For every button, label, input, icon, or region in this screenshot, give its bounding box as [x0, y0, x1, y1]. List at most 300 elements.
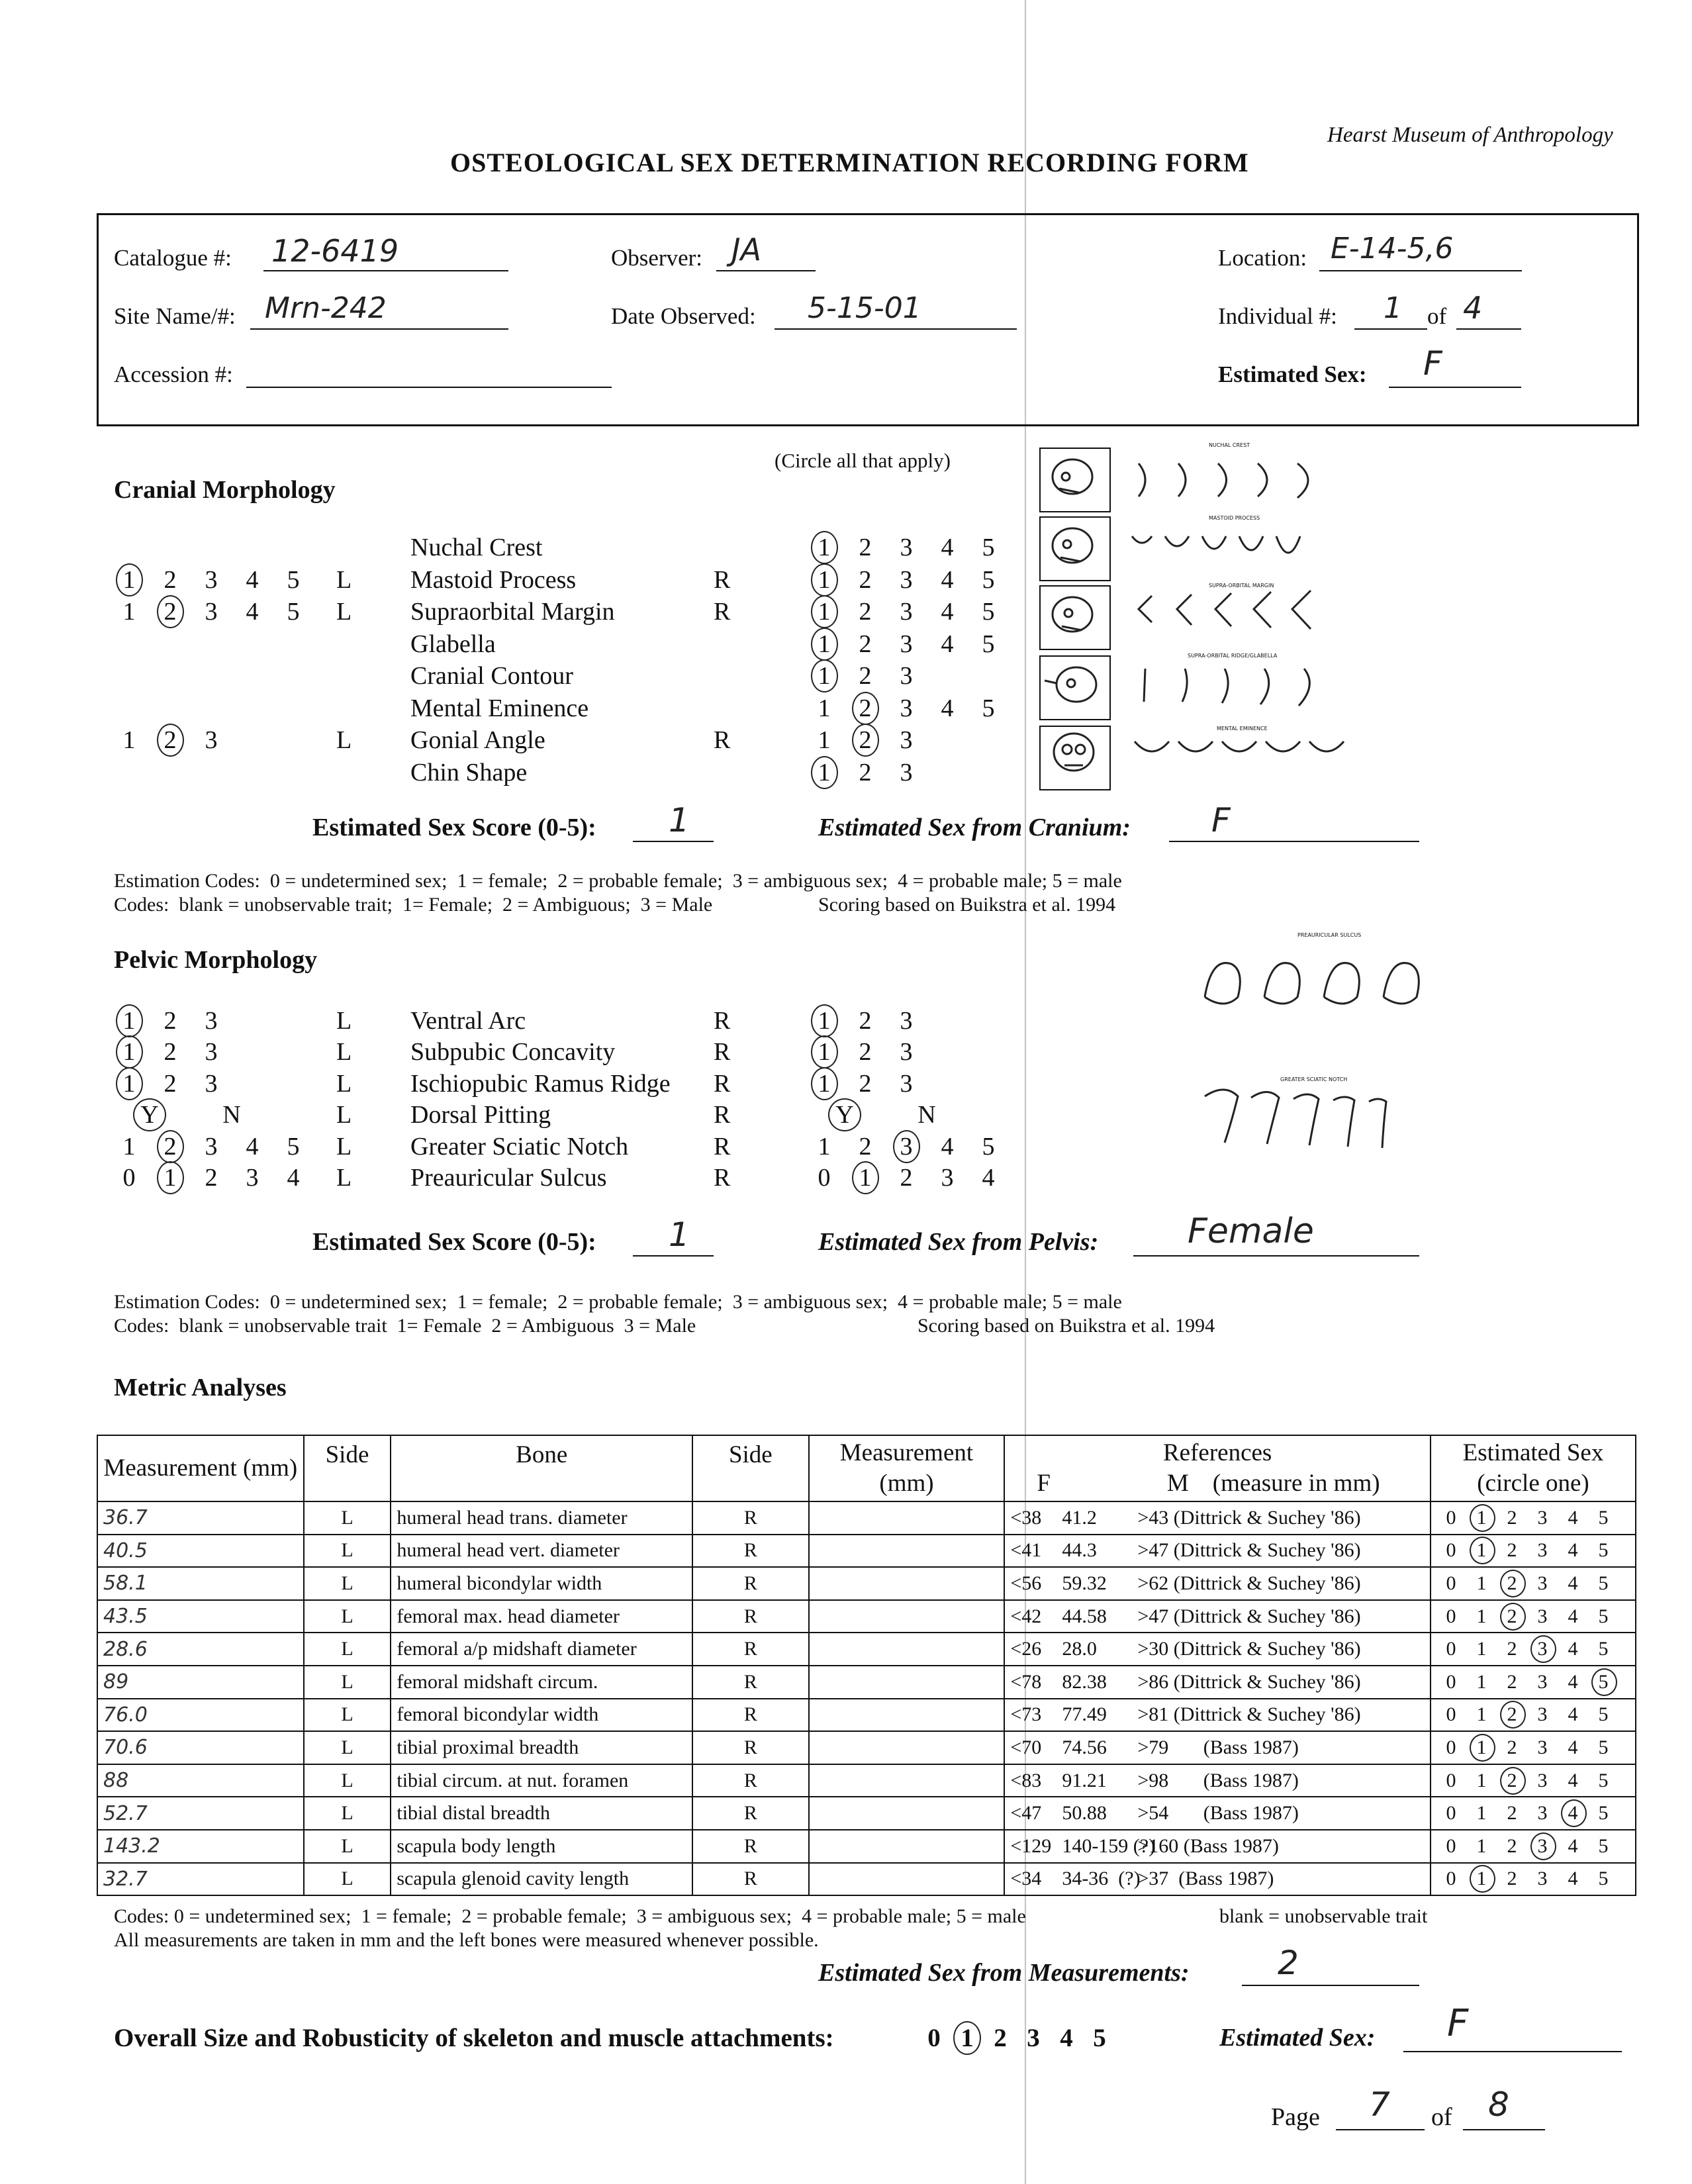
score-option[interactable]: [927, 694, 968, 723]
score-option[interactable]: [150, 1037, 191, 1067]
score-option[interactable]: [968, 694, 1009, 723]
score-option[interactable]: [886, 597, 927, 626]
score-option[interactable]: [1467, 1507, 1497, 1529]
date-field[interactable]: [775, 328, 1017, 330]
score-option[interactable]: [886, 726, 927, 755]
score-option[interactable]: [1497, 1703, 1528, 1726]
score-option[interactable]: [951, 2023, 984, 2053]
estimated-sex-options[interactable]: [1431, 1666, 1636, 1699]
score-option[interactable]: [1528, 1703, 1558, 1726]
score-option[interactable]: [968, 565, 1009, 594]
score-scale[interactable]: [109, 1069, 232, 1098]
score-option[interactable]: [1528, 1507, 1558, 1529]
score-option[interactable]: [804, 1069, 845, 1098]
score-value: 3: [900, 534, 913, 561]
score-option[interactable]: [109, 1163, 150, 1192]
measurement-right-value[interactable]: [809, 1567, 1005, 1600]
fig-label-preauricular: PREAURICULAR SULCUS: [1297, 932, 1362, 938]
score-option[interactable]: [1589, 1507, 1619, 1529]
score-option[interactable]: [150, 565, 191, 594]
score-option[interactable]: [1589, 1638, 1619, 1660]
score-option[interactable]: [1558, 1507, 1589, 1529]
score-option[interactable]: [886, 1069, 927, 1098]
score-scale[interactable]: [109, 1006, 232, 1035]
estimated-sex-options[interactable]: [1431, 1731, 1636, 1764]
score-scale[interactable]: [1436, 1868, 1619, 1889]
score-scale[interactable]: [804, 533, 1009, 562]
score-scale[interactable]: [804, 1100, 968, 1129]
score-option[interactable]: [109, 1132, 150, 1161]
pelvic-from-field[interactable]: [1133, 1255, 1419, 1257]
score-option[interactable]: [1497, 1835, 1528, 1858]
side-left: L: [304, 1797, 391, 1830]
score-option[interactable]: [150, 597, 191, 626]
score-option[interactable]: [1558, 1736, 1589, 1759]
score-option[interactable]: [1558, 1770, 1589, 1792]
score-option[interactable]: [150, 1132, 191, 1161]
site-field[interactable]: [250, 328, 508, 330]
score-option[interactable]: [845, 533, 886, 562]
score-option[interactable]: [191, 1006, 232, 1035]
measurement-value[interactable]: 88: [97, 1764, 304, 1797]
score-option[interactable]: [1528, 1736, 1558, 1759]
score-value: 4: [1568, 1703, 1579, 1726]
score-scale[interactable]: [1436, 1539, 1619, 1561]
score-option[interactable]: [1589, 1605, 1619, 1628]
circled-score: 2: [157, 1130, 184, 1163]
score-option[interactable]: [886, 758, 927, 787]
score-option[interactable]: [1558, 1638, 1589, 1660]
side-right: R: [692, 1501, 809, 1535]
side-left: L: [336, 726, 352, 754]
score-option[interactable]: [191, 597, 232, 626]
score-option[interactable]: [1436, 1802, 1467, 1825]
score-option[interactable]: [927, 1163, 968, 1192]
measurement-value[interactable]: 40.5: [97, 1535, 304, 1568]
measurement-value[interactable]: 36.7: [97, 1501, 304, 1535]
score-option[interactable]: [1467, 1802, 1497, 1825]
score-option[interactable]: [109, 1100, 191, 1129]
score-option[interactable]: [1436, 1572, 1467, 1595]
score-option[interactable]: [1436, 1671, 1467, 1693]
score-option[interactable]: [1558, 1572, 1589, 1595]
measurement-right-value[interactable]: [809, 1731, 1005, 1764]
score-option[interactable]: [1589, 1736, 1619, 1759]
score-option[interactable]: [232, 1132, 273, 1161]
score-value: 2: [859, 1132, 872, 1161]
score-option[interactable]: [886, 1100, 968, 1129]
score-option[interactable]: [1589, 1868, 1619, 1890]
circled-score: 1: [1470, 1734, 1495, 1762]
score-scale[interactable]: [804, 758, 927, 787]
ref-female: <56: [1010, 1572, 1042, 1594]
score-option[interactable]: [1528, 1638, 1558, 1660]
score-option[interactable]: [804, 1100, 886, 1129]
score-option[interactable]: [1528, 1572, 1558, 1595]
score-option[interactable]: [845, 661, 886, 690]
estimated-sex-options[interactable]: [1431, 1501, 1636, 1535]
overall-scale[interactable]: [917, 2023, 1116, 2053]
score-option[interactable]: [968, 533, 1009, 562]
score-option[interactable]: [1589, 1572, 1619, 1595]
ref-female: <42: [1010, 1605, 1042, 1627]
score-option[interactable]: [804, 1006, 845, 1035]
estimated-sex-options[interactable]: [1431, 1699, 1636, 1732]
site-label: Site Name/#:: [114, 303, 236, 329]
score-option[interactable]: [804, 1132, 845, 1161]
score-scale[interactable]: [1436, 1703, 1619, 1725]
score-option[interactable]: [1558, 1802, 1589, 1825]
score-option[interactable]: [1497, 1507, 1528, 1529]
score-option[interactable]: [273, 1163, 314, 1192]
estimated-sex-options[interactable]: [1431, 1797, 1636, 1830]
pelvic-reference-shapes: [1198, 944, 1443, 1169]
measurement-right-value[interactable]: [809, 1863, 1005, 1896]
ref-midpoint: 44.58: [1062, 1605, 1107, 1627]
score-option[interactable]: [886, 1006, 927, 1035]
score-scale[interactable]: [1436, 1605, 1619, 1627]
score-value: 4: [941, 1132, 954, 1161]
score-option[interactable]: [886, 533, 927, 562]
score-option[interactable]: [886, 661, 927, 690]
score-scale[interactable]: [804, 1163, 1009, 1192]
pelvic-score-field[interactable]: [633, 1255, 714, 1257]
score-option[interactable]: [1436, 1770, 1467, 1792]
individual-field[interactable]: [1354, 328, 1427, 330]
score-scale[interactable]: [109, 1132, 314, 1161]
score-option[interactable]: [886, 565, 927, 594]
score-option[interactable]: [109, 1037, 150, 1067]
score-option[interactable]: [1436, 1736, 1467, 1759]
score-option[interactable]: [1589, 1835, 1619, 1858]
score-option[interactable]: [927, 630, 968, 659]
measurement-value[interactable]: 58.1: [97, 1567, 304, 1600]
measurement-right-value[interactable]: [809, 1699, 1005, 1732]
pelvic-codes-line1: Estimation Codes: 0 = undetermined sex; 1 = female; 2 = probable female; 3 = ambiguous sex; 4 = probable male; 5 = male: [114, 1291, 1122, 1313]
pelvic-from-label: Estimated Sex from Pelvis:: [818, 1228, 1099, 1256]
score-option[interactable]: [1467, 1770, 1497, 1792]
score-value: 1: [818, 1132, 831, 1161]
score-option[interactable]: [1589, 1703, 1619, 1726]
score-option[interactable]: [886, 1132, 927, 1161]
measurement-value[interactable]: 89: [97, 1666, 304, 1699]
score-option[interactable]: [150, 726, 191, 755]
measurement-right-value[interactable]: [809, 1633, 1005, 1666]
score-option[interactable]: [191, 726, 232, 755]
score-option[interactable]: [968, 630, 1009, 659]
score-option[interactable]: [886, 694, 927, 723]
measurement-value[interactable]: 76.0: [97, 1699, 304, 1732]
score-option[interactable]: [968, 1132, 1009, 1161]
measurement-value[interactable]: 28.6: [97, 1633, 304, 1666]
score-option[interactable]: [1497, 1770, 1528, 1792]
circled-score: 1: [157, 1161, 184, 1194]
score-option[interactable]: [1467, 1572, 1497, 1595]
estimated-sex-options[interactable]: [1431, 1863, 1636, 1896]
measurement-value[interactable]: 52.7: [97, 1797, 304, 1830]
score-value: 5: [287, 598, 300, 626]
score-option[interactable]: [1467, 1638, 1497, 1660]
col-measurement-2: Measurement (mm): [809, 1435, 1005, 1501]
score-option[interactable]: [886, 630, 927, 659]
score-scale[interactable]: [804, 694, 1009, 723]
score-scale[interactable]: [804, 1132, 1009, 1161]
score-value: 2: [859, 1007, 872, 1035]
circled-score: 4: [1561, 1799, 1587, 1827]
score-option[interactable]: [1528, 1835, 1558, 1858]
score-option[interactable]: [273, 565, 314, 594]
estimated-sex-options[interactable]: [1431, 1633, 1636, 1666]
score-scale[interactable]: [804, 1069, 927, 1098]
score-scale[interactable]: [109, 1100, 273, 1129]
score-scale[interactable]: [109, 565, 314, 594]
estimated-sex-options[interactable]: [1431, 1535, 1636, 1568]
score-scale[interactable]: [1436, 1572, 1619, 1594]
score-option[interactable]: [191, 1069, 232, 1098]
score-option[interactable]: [804, 694, 845, 723]
score-option[interactable]: [191, 1100, 273, 1129]
score-option[interactable]: [1497, 1638, 1528, 1660]
score-option[interactable]: [984, 2023, 1017, 2053]
score-option[interactable]: [1467, 1539, 1497, 1562]
score-option[interactable]: [1436, 1507, 1467, 1529]
score-option[interactable]: [191, 1132, 232, 1161]
ref-m-label: M: [1166, 1470, 1189, 1497]
score-scale[interactable]: [109, 1037, 232, 1067]
side-left: L: [336, 565, 352, 594]
catalogue-field[interactable]: [263, 270, 508, 271]
score-value: N: [222, 1101, 241, 1129]
score-option[interactable]: [804, 597, 845, 626]
score-option[interactable]: [1467, 1736, 1497, 1759]
score-option[interactable]: [1436, 1835, 1467, 1858]
score-scale[interactable]: [109, 1163, 314, 1192]
score-scale[interactable]: [804, 726, 927, 755]
score-option[interactable]: [1558, 1605, 1589, 1628]
score-scale[interactable]: [804, 565, 1009, 594]
score-option[interactable]: [1436, 1605, 1467, 1628]
measurement-right-value[interactable]: [809, 1830, 1005, 1863]
score-option[interactable]: [1589, 1671, 1619, 1693]
score-option[interactable]: [845, 1006, 886, 1035]
cranial-score-field[interactable]: [633, 841, 714, 842]
measurement-value[interactable]: 32.7: [97, 1863, 304, 1896]
page-total-field[interactable]: [1463, 2129, 1545, 2130]
score-option[interactable]: [1589, 1539, 1619, 1562]
score-option[interactable]: [845, 1037, 886, 1067]
metric-row: [97, 1567, 1636, 1600]
score-option[interactable]: [845, 1132, 886, 1161]
measurement-value[interactable]: 143.2: [97, 1830, 304, 1863]
score-option[interactable]: [804, 726, 845, 755]
score-value: 3: [1537, 1605, 1549, 1627]
score-option[interactable]: [1467, 1671, 1497, 1693]
score-scale[interactable]: [804, 1037, 927, 1067]
score-option[interactable]: [845, 726, 886, 755]
score-option[interactable]: [886, 1163, 927, 1192]
side-right: R: [692, 1797, 809, 1830]
header-estsex-field[interactable]: [1389, 387, 1521, 388]
score-option[interactable]: [1497, 1572, 1528, 1595]
observer-field[interactable]: [716, 270, 816, 271]
score-option[interactable]: [804, 661, 845, 690]
score-option[interactable]: [1528, 1671, 1558, 1693]
measurement-value[interactable]: 70.6: [97, 1731, 304, 1764]
score-option[interactable]: [1467, 1835, 1497, 1858]
score-option[interactable]: [1017, 2023, 1050, 2053]
individual-total-field[interactable]: [1456, 328, 1521, 330]
location-field[interactable]: [1319, 270, 1522, 271]
measurement-right-value[interactable]: [809, 1535, 1005, 1568]
score-option[interactable]: [1589, 1802, 1619, 1825]
circled-score: 1: [811, 563, 838, 596]
score-option[interactable]: [232, 1163, 273, 1192]
score-option[interactable]: [1497, 1868, 1528, 1890]
score-option[interactable]: [1558, 1835, 1589, 1858]
score-scale[interactable]: [804, 661, 927, 690]
score-scale[interactable]: [109, 726, 232, 755]
score-option[interactable]: [845, 694, 886, 723]
score-option[interactable]: [191, 1037, 232, 1067]
estimated-sex-options[interactable]: [1431, 1567, 1636, 1600]
estimated-sex-options[interactable]: [1431, 1830, 1636, 1863]
score-option[interactable]: [1436, 1868, 1467, 1890]
score-option[interactable]: [191, 565, 232, 594]
cranial-codes-line1: Estimation Codes: 0 = undetermined sex; 1 = female; 2 = probable female; 3 = ambiguous sex; 4 = probable male; 5 = male: [114, 870, 1122, 892]
measurement-right-value[interactable]: [809, 1501, 1005, 1535]
circled-score: 1: [811, 1035, 838, 1068]
score-option[interactable]: [1050, 2023, 1083, 2053]
score-option[interactable]: [150, 1069, 191, 1098]
overall-estsex-field[interactable]: [1403, 2051, 1622, 2052]
score-scale[interactable]: [1436, 1507, 1619, 1529]
score-option[interactable]: [109, 1069, 150, 1098]
score-option[interactable]: [1467, 1868, 1497, 1890]
score-scale[interactable]: [1436, 1770, 1619, 1791]
estimated-sex-options[interactable]: [1431, 1764, 1636, 1797]
score-option[interactable]: [1528, 1770, 1558, 1792]
score-option[interactable]: [1436, 1539, 1467, 1562]
score-option[interactable]: [917, 2023, 951, 2053]
score-option[interactable]: [1497, 1802, 1528, 1825]
score-scale[interactable]: [109, 597, 314, 626]
score-option[interactable]: [1558, 1703, 1589, 1726]
score-option[interactable]: [804, 758, 845, 787]
measurement-right-value[interactable]: [809, 1600, 1005, 1633]
score-option[interactable]: [109, 726, 150, 755]
score-option[interactable]: [845, 630, 886, 659]
score-scale[interactable]: [1436, 1736, 1619, 1758]
score-option[interactable]: [1497, 1605, 1528, 1628]
score-option[interactable]: [109, 1006, 150, 1035]
score-option[interactable]: [1528, 1605, 1558, 1628]
score-option[interactable]: [927, 565, 968, 594]
score-option[interactable]: [804, 630, 845, 659]
score-option[interactable]: [927, 533, 968, 562]
accession-field[interactable]: [246, 387, 612, 388]
score-option[interactable]: [927, 1132, 968, 1161]
score-option[interactable]: [1467, 1605, 1497, 1628]
ref-midpoint: 77.49: [1062, 1703, 1107, 1726]
score-option[interactable]: [804, 1037, 845, 1067]
score-option[interactable]: [1467, 1703, 1497, 1726]
score-option[interactable]: [886, 1037, 927, 1067]
score-scale[interactable]: [1436, 1638, 1619, 1660]
score-option[interactable]: [845, 1163, 886, 1192]
score-option[interactable]: [1083, 2023, 1116, 2053]
ref-midpoint: 74.56: [1062, 1736, 1107, 1758]
score-value: 2: [859, 1069, 872, 1098]
metric-row: [97, 1863, 1636, 1896]
score-option[interactable]: [804, 565, 845, 594]
score-option[interactable]: [232, 565, 273, 594]
score-option[interactable]: [273, 597, 314, 626]
score-option[interactable]: [845, 565, 886, 594]
score-scale[interactable]: [804, 597, 1009, 626]
score-option[interactable]: [1589, 1770, 1619, 1792]
metric-from-field[interactable]: [1242, 1985, 1419, 1986]
score-option[interactable]: [804, 533, 845, 562]
score-scale[interactable]: [917, 2024, 1116, 2052]
score-option[interactable]: [1497, 1539, 1528, 1562]
circled-score: 3: [1530, 1832, 1556, 1860]
score-scale[interactable]: [1436, 1802, 1619, 1824]
score-option[interactable]: [1497, 1671, 1528, 1693]
score-scale[interactable]: [1436, 1671, 1619, 1693]
page-field[interactable]: [1336, 2129, 1425, 2130]
score-option[interactable]: [150, 1006, 191, 1035]
score-option[interactable]: [1558, 1539, 1589, 1562]
score-value: 4: [1568, 1638, 1579, 1660]
cranial-from-field[interactable]: [1169, 841, 1419, 842]
measurement-right-value[interactable]: [809, 1764, 1005, 1797]
score-option[interactable]: [968, 1163, 1009, 1192]
score-option[interactable]: [845, 1069, 886, 1098]
score-option[interactable]: [1558, 1868, 1589, 1890]
measurement-right-value[interactable]: [809, 1797, 1005, 1830]
measurement-value[interactable]: 43.5: [97, 1600, 304, 1633]
score-option[interactable]: [845, 758, 886, 787]
form-title: OSTEOLOGICAL SEX DETERMINATION RECORDING FORM: [450, 148, 1249, 177]
score-scale[interactable]: [804, 1006, 927, 1035]
score-option[interactable]: [191, 1163, 232, 1192]
score-option[interactable]: [1528, 1539, 1558, 1562]
score-option[interactable]: [232, 597, 273, 626]
estimated-sex-options[interactable]: [1431, 1600, 1636, 1633]
score-option[interactable]: [1528, 1802, 1558, 1825]
score-option[interactable]: [927, 597, 968, 626]
score-option[interactable]: [109, 565, 150, 594]
side-left: L: [336, 1101, 352, 1129]
score-option[interactable]: [150, 1163, 191, 1192]
score-option[interactable]: [845, 597, 886, 626]
measurement-right-value[interactable]: [809, 1666, 1005, 1699]
score-option[interactable]: [1497, 1736, 1528, 1759]
score-option[interactable]: [273, 1132, 314, 1161]
score-value: 5: [1093, 2024, 1106, 2052]
score-option[interactable]: [804, 1163, 845, 1192]
score-option[interactable]: [1436, 1703, 1467, 1726]
score-option[interactable]: [1528, 1868, 1558, 1890]
score-scale[interactable]: [804, 630, 1009, 659]
score-value: 4: [941, 565, 954, 594]
score-option[interactable]: [1558, 1671, 1589, 1693]
score-scale[interactable]: [1436, 1835, 1619, 1857]
score-option[interactable]: [1436, 1638, 1467, 1660]
score-option[interactable]: [109, 597, 150, 626]
side-right: R: [692, 1764, 809, 1797]
score-option[interactable]: [968, 597, 1009, 626]
